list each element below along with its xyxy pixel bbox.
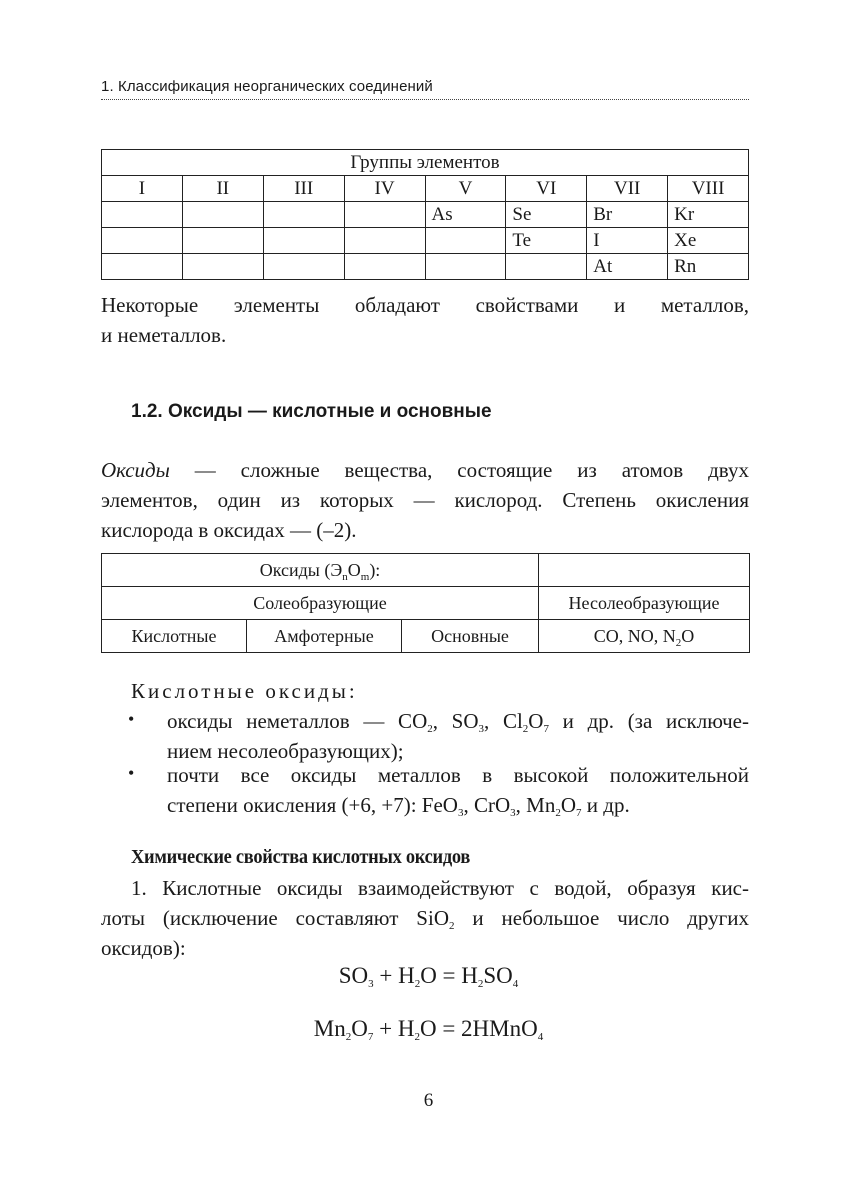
page-number: 6 [423,1090,434,1111]
non-salt-forming-cell: Несолеобразующие [539,587,750,620]
table-cell: Br [587,202,668,228]
group-header: VI [506,176,587,202]
bullet-icon: • [128,763,135,783]
oxides-table-title [102,554,539,587]
paragraph-metals-nonmetals [101,290,749,350]
table-cell: Rn [668,254,749,280]
subscript: 2 [414,1031,420,1043]
paragraph-line: нием несолеобразующих); [167,739,404,763]
paragraph-line: почти все оксиды металлов в высокой положительной [167,763,749,787]
paragraph-text: — сложные вещества, состоящие из атомов двух [169,458,749,482]
title-text: ): [369,559,381,580]
group-header: III [263,176,344,202]
eq-text: SO [483,963,513,988]
table-cell: Kr [668,202,749,228]
paragraph-line: 1. Кислотные оксиды взаимодействуют с водой, образуя кис- [131,876,749,900]
item-text: , Mn [515,793,556,817]
table-cell [182,202,263,228]
paragraph-line: Некоторые элементы обладают свойствами и металлов, [101,293,749,317]
table-cell: I [587,228,668,254]
table-cell: Te [506,228,587,254]
acidic-oxides-heading: Кислотные оксиды: [131,679,358,703]
amphoteric-cell: Амфотерные [247,620,402,653]
table-cell [102,202,183,228]
group-header: VIII [668,176,749,202]
table-cell-empty [539,554,750,587]
table-cell [102,254,183,280]
paragraph-text: лоты (исключение составляют SiO [101,906,449,930]
title-text: O [347,559,361,580]
non-salt-examples-cell [539,620,750,653]
table-cell: Xe [668,228,749,254]
subscript: 3 [368,978,374,990]
table-cell [263,228,344,254]
table-cell [263,202,344,228]
subscript: 4 [512,978,519,990]
subscript: 2 [555,807,561,819]
paragraph-line: и неметаллов. [101,323,227,347]
bullet-item-nonmetal-oxides [167,706,749,766]
chemical-properties-heading: Химические свойства кислотных оксидов [131,846,471,868]
table-cell [182,254,263,280]
oxides-classification-table [101,553,750,653]
subscript: 3 [457,807,464,819]
item-text: , SO [432,709,479,733]
item-text: O [560,793,577,817]
table-cell [506,254,587,280]
paragraph-text: и небольшое число других [454,906,749,930]
subscript: 2 [675,636,682,649]
subscript: 7 [576,807,582,819]
subscript: 2 [477,978,484,990]
group-header: IV [344,176,425,202]
acidic-cell: Кислотные [102,620,247,653]
table-cell [102,228,183,254]
paragraph-line [167,790,749,820]
subscript: 2 [448,920,455,932]
subscript: 3 [478,723,485,735]
table-cell: Se [506,202,587,228]
item-text: O [528,709,544,733]
term-oxides: Оксиды [101,458,170,482]
running-header: 1. Классификация неорганических соединений [101,78,749,100]
subscript: 2 [522,723,529,735]
subscript: 2 [414,978,421,990]
eq-text: + H [373,1016,415,1041]
paragraph-line [167,706,749,736]
subscript: 3 [510,807,516,819]
salt-forming-cell: Солеобразующие [102,587,539,620]
basic-cell: Основные [402,620,539,653]
eq-text: SO [338,963,369,988]
subscript: 7 [367,1031,374,1043]
paragraph-line: оксидов): [101,936,186,960]
eq-text: O = H [420,963,478,988]
section-heading: 1.2. Оксиды — кислотные и основные [131,401,492,422]
paragraph-oxides-definition [101,455,749,545]
item-text: и др. (за исключе- [548,709,749,733]
group-header: I [102,176,183,202]
group-header: V [425,176,506,202]
cell-text: O [681,625,695,646]
groups-table-caption: Группы элементов [102,150,749,176]
subscript: 2 [427,723,433,735]
item-text: степени окисления (+6, +7): FeO [167,793,458,817]
group-header: II [182,176,263,202]
element-groups-table [101,149,749,280]
subscript: 4 [537,1031,544,1043]
table-row [102,202,749,228]
title-text: Оксиды (Э [259,559,343,580]
item-text: , Cl [484,709,523,733]
subscript: n [342,570,348,583]
equation-mn2o7-water [0,1016,857,1042]
table-cell [344,228,425,254]
table-cell [344,254,425,280]
table-row [102,228,749,254]
eq-text: Mn [313,1016,346,1041]
item-text: оксиды неметаллов — CO [167,709,428,733]
eq-text: O [351,1016,368,1041]
table-cell [263,254,344,280]
paragraph-line [101,903,749,933]
eq-text: + H [373,963,415,988]
group-header: VII [587,176,668,202]
equation-so3-water [0,963,857,989]
table-cell: At [587,254,668,280]
table-cell [425,254,506,280]
item-text: , CrO [463,793,511,817]
table-cell [425,228,506,254]
bullet-icon: • [128,709,135,729]
subscript: m [360,570,370,583]
eq-text: O = 2HMnO [419,1016,538,1041]
table-cell [182,228,263,254]
item-text: и др. [581,793,630,817]
paragraph-line [101,455,749,485]
subscript: 7 [543,723,549,735]
table-cell [344,202,425,228]
cell-text: CO, NO, N [593,625,676,646]
table-row [102,254,749,280]
paragraph-line: элементов, один из которых — кислород. Степень окисления [101,488,749,512]
paragraph-line: кислорода в оксидах — (–2). [101,518,357,542]
table-cell: As [425,202,506,228]
bullet-item-metal-oxides [167,760,749,820]
subscript: 2 [345,1031,352,1043]
paragraph-chemical-properties [101,873,749,963]
